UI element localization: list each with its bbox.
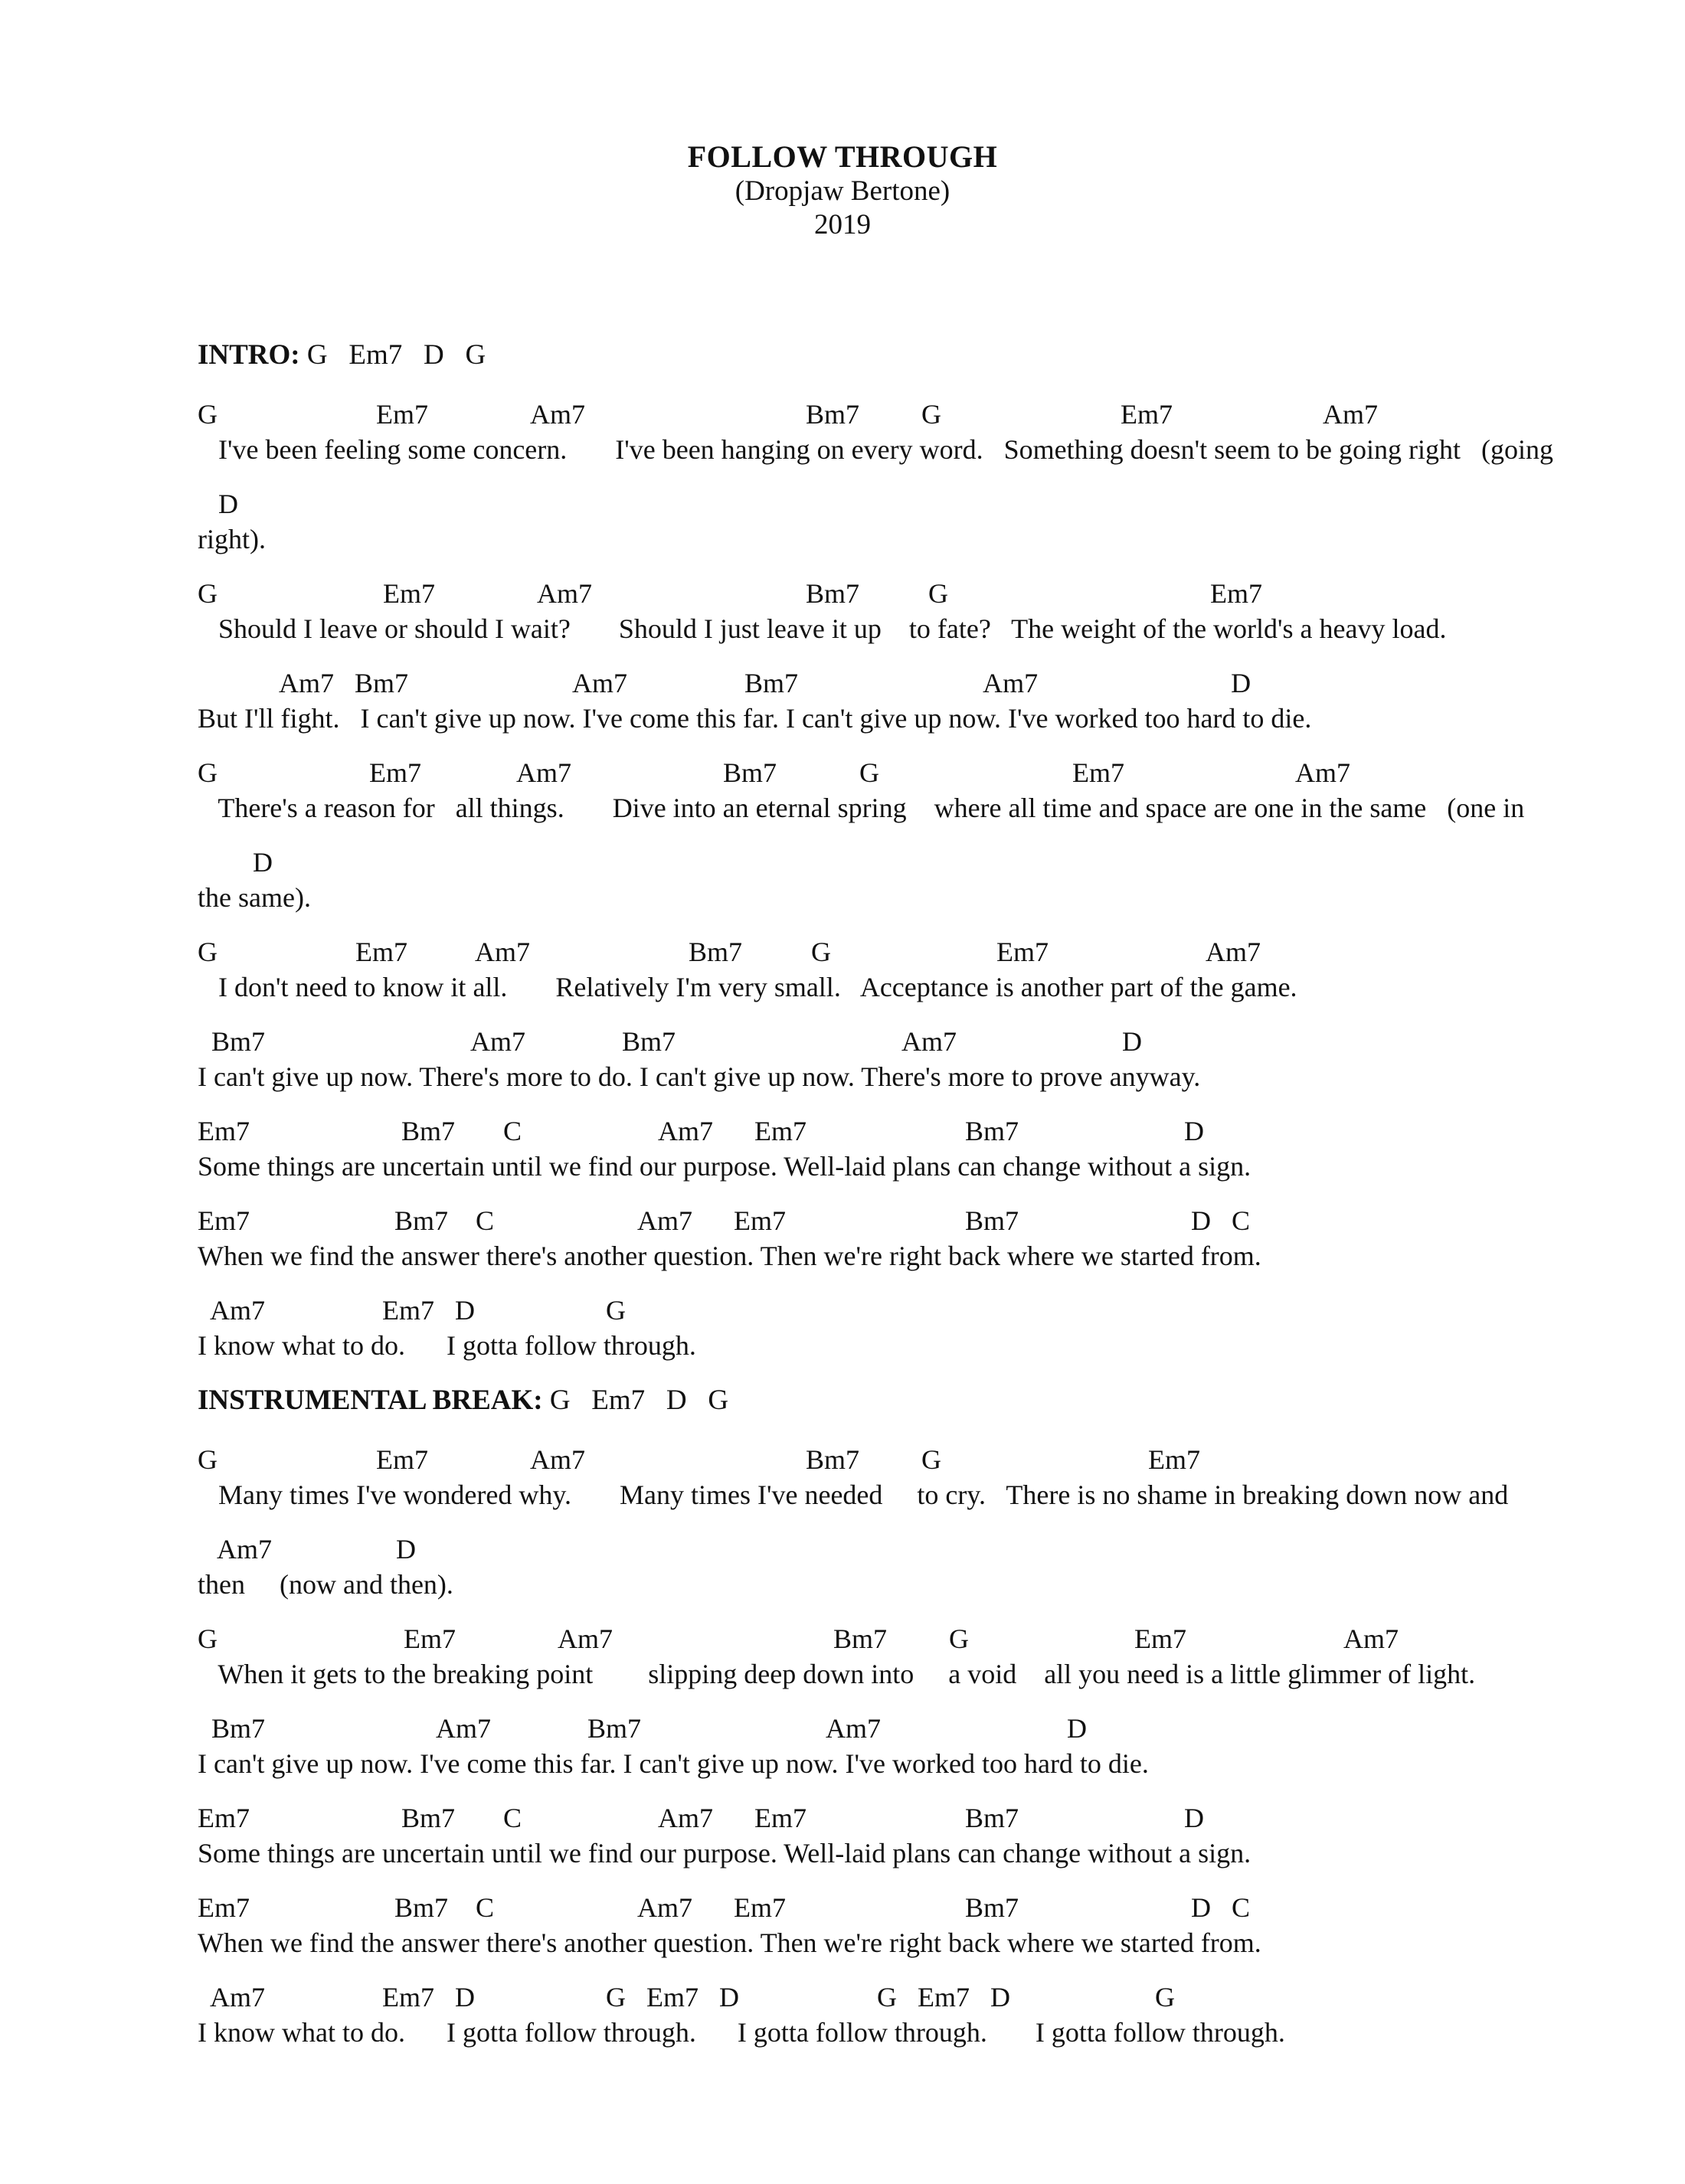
verse-line <box>198 1532 1653 1602</box>
lyric-line: I can't give up now. There's more to do. I can't give up now. There's more to prove anyway. <box>198 1061 1201 1092</box>
verse-line <box>198 934 1653 1005</box>
chorus-line <box>198 1800 1653 1871</box>
chord-line: Em7 Bm7 C Am7 Em7 Bm7 D <box>198 1116 1205 1146</box>
chord-line: Bm7 Am7 Bm7 Am7 D <box>198 1713 1088 1744</box>
verse-line <box>198 1621 1653 1692</box>
chord-line: Am7 Bm7 Am7 Bm7 Am7 D <box>198 668 1251 698</box>
song-body <box>198 337 1653 2069</box>
chord-line: Em7 Bm7 C Am7 Em7 Bm7 D <box>198 1803 1205 1833</box>
verse-line <box>198 486 1653 557</box>
chorus-line <box>198 1113 1653 1184</box>
chord-line: Am7 D <box>198 1534 417 1564</box>
lyric-line: I know what to do. I gotta follow through. I gotta follow through. I gotta follow through. <box>198 2017 1285 2048</box>
chord-line: G Em7 Am7 Bm7 G Em7 Am7 <box>198 1623 1399 1654</box>
verse-line <box>198 845 1653 915</box>
chord-line: G Em7 Am7 Bm7 G Em7 <box>198 578 1263 609</box>
chorus-line <box>198 1980 1653 2050</box>
song-header <box>0 139 1685 242</box>
intro-section <box>198 337 1653 374</box>
chord-line: D <box>198 847 273 878</box>
chord-line: G Em7 Am7 Bm7 G Em7 <box>198 1444 1201 1475</box>
lyric-line: I know what to do. I gotta follow through. <box>198 1330 696 1361</box>
verse-line <box>198 1442 1653 1512</box>
chorus-line <box>198 1203 1653 1273</box>
chord-line: G Em7 Am7 Bm7 G Em7 Am7 <box>198 757 1351 788</box>
chord-line: Am7 Em7 D G <box>198 1295 627 1326</box>
verse-line <box>198 665 1653 736</box>
lyric-line: When we find the answer there's another question. Then we're right back where we started from. <box>198 1241 1261 1271</box>
verse-line <box>198 755 1653 826</box>
chord-line: Bm7 Am7 Bm7 Am7 D <box>198 1026 1143 1057</box>
lyric-line: I don't need to know it all. Relatively I'm very small. Acceptance is another part of the game. <box>198 972 1297 1002</box>
chord-line: Am7 Em7 D G Em7 D G Em7 D G <box>198 1982 1175 2012</box>
lyric-line: Some things are uncertain until we find our purpose. Well-laid plans can change without a sign. <box>198 1838 1251 1868</box>
lyric-line: I've been feeling some concern. I've been hanging on every word. Something doesn't seem to be going right (going <box>198 434 1554 465</box>
lyric-line: But I'll fight. I can't give up now. I've come this far. I can't give up now. I've worked too hard to die. <box>198 703 1312 734</box>
intro-chords: G Em7 D G <box>299 339 486 371</box>
song-title: FOLLOW THROUGH <box>687 139 998 174</box>
lyric-line: Some things are uncertain until we find our purpose. Well-laid plans can change without a sign. <box>198 1151 1251 1182</box>
chorus-line <box>198 1024 1653 1094</box>
lyric-line: When it gets to the breaking point slipping deep down into a void all you need is a little glimmer of light. <box>198 1659 1476 1689</box>
chorus-line <box>198 1711 1653 1781</box>
lyric-line: then (now and then). <box>198 1569 453 1600</box>
chord-line: G Em7 Am7 Bm7 G Em7 Am7 <box>198 399 1379 430</box>
intro-label: INTRO: <box>198 339 300 371</box>
chord-line: G Em7 Am7 Bm7 G Em7 Am7 <box>198 937 1261 967</box>
instrumental-section <box>198 1382 1653 1419</box>
lyric-line: There's a reason for all things. Dive into an eternal spring where all time and space are one in the same (one in <box>198 793 1525 823</box>
chord-line: Em7 Bm7 C Am7 Em7 Bm7 D C <box>198 1892 1251 1923</box>
chorus-line <box>198 1890 1653 1960</box>
lyric-line: Many times I've wondered why. Many times I've needed to cry. There is no shame in breaking down now and <box>198 1479 1509 1510</box>
instrumental-chords: G Em7 D G <box>542 1385 729 1416</box>
chord-line: Em7 Bm7 C Am7 Em7 Bm7 D C <box>198 1205 1251 1236</box>
song-artist: (Dropjaw Bertone) <box>735 175 950 207</box>
verse-line <box>198 576 1653 646</box>
chord-line: D <box>198 489 238 519</box>
lyric-line: the same). <box>198 882 311 913</box>
lyric-line: I can't give up now. I've come this far. I can't give up now. I've worked too hard to die. <box>198 1748 1149 1779</box>
song-year: 2019 <box>814 209 871 240</box>
verse-line <box>198 397 1653 467</box>
lyric-line: When we find the answer there's another question. Then we're right back where we started from. <box>198 1927 1261 1958</box>
instrumental-label: INSTRUMENTAL BREAK: <box>198 1385 543 1416</box>
lyric-line: right). <box>198 524 266 554</box>
chorus-line <box>198 1293 1653 1363</box>
lyric-line: Should I leave or should I wait? Should I just leave it up to fate? The weight of the world's a heavy load. <box>198 613 1447 644</box>
